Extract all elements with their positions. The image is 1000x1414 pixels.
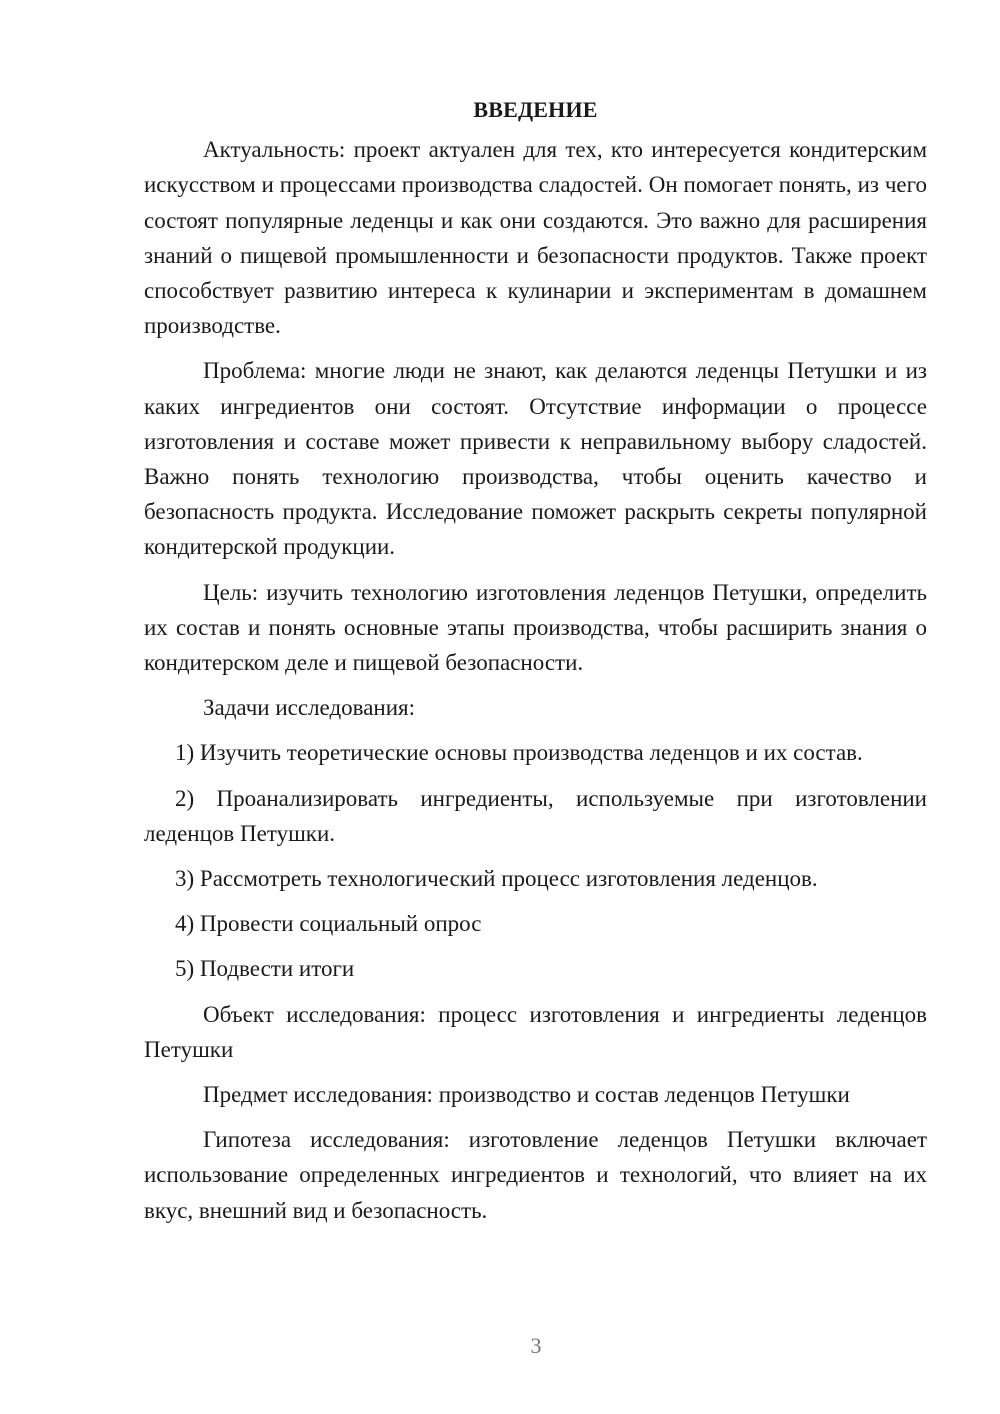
goal-paragraph: Цель: изучить технологию изготовления леденцов Петушки, определить их состав и понять основные этапы производства, чтобы расширить знания о кондитерском деле и пищевой безопасности. xyxy=(144,579,927,676)
task-item-3: 3) Рассмотреть технологический процесс изготовления леденцов. xyxy=(175,866,818,892)
task-item-1: 1) Изучить теоретические основы производства леденцов и их состав. xyxy=(175,740,863,766)
section-title: ВВЕДЕНИЕ xyxy=(473,97,598,122)
task-item-2: 2) Проанализировать ингредиенты, используемые при изготовлении леденцов Петушки. xyxy=(144,785,927,846)
page-content xyxy=(144,92,927,1238)
subject-paragraph: Предмет исследования: производство и состав леденцов Петушки xyxy=(203,1082,850,1108)
task-item-4: 4) Провести социальный опрос xyxy=(175,911,482,937)
hypothesis-paragraph: Гипотеза исследования: изготовление леденцов Петушки включает использование определенных ингредиентов и технологий, что влияет на их вкус, внешний вид и безопасность. xyxy=(144,1127,927,1223)
page-number: 3 xyxy=(530,1333,542,1358)
relevance-paragraph: Актуальность: проект актуален для тех, кто интересуется кондитерским искусством и процессами производства сладостей. Он помогает понять, из чего состоят популярные леденцы и как они создаются. Это важно для расширения знаний о пищевой промышленности и безопасности продуктов. Также проект способствует развитию интереса к кулинарии и экспериментам в домашнем производстве. xyxy=(144,137,927,339)
tasks-heading: Задачи исследования: xyxy=(203,695,416,721)
problem-paragraph: Проблема: многие люди не знают, как делаются леденцы Петушки и из каких ингредиентов они состоят. Отсутствие информации о процессе изготовления и составе может привести к неправильному выбору сладостей. Важно понять технологию производства, чтобы оценить качество и безопасность продукта. Исследование поможет раскрыть секреты популярной кондитерской продукции. xyxy=(144,358,927,560)
task-item-5: 5) Подвести итоги xyxy=(175,956,355,982)
object-paragraph: Объект исследования: процесс изготовления и ингредиенты леденцов Петушки xyxy=(144,1001,927,1062)
